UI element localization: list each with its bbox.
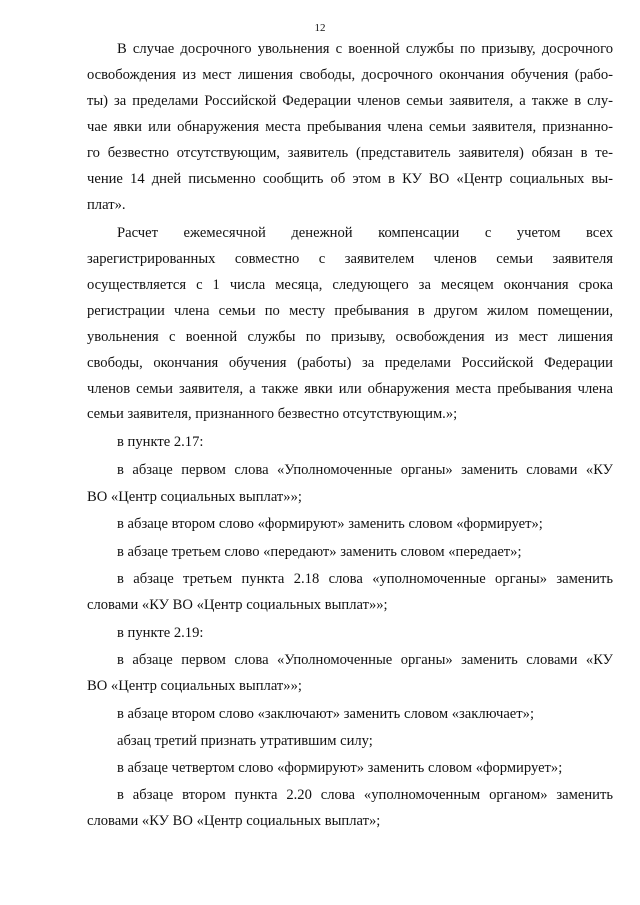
paragraph-2-line-1: Расчет ежемесячной денежной компенсации с учетом всех: [117, 225, 613, 241]
paragraph-13-line-2: словами «КУ ВО «Центр социальных выплат»;: [87, 813, 381, 829]
page-number: 12: [314, 22, 326, 34]
paragraph-9-line-2: ВО «Центр социальных выплат»»;: [87, 678, 302, 694]
paragraph-7-line-2: словами «КУ ВО «Центр социальных выплат»»;: [87, 597, 388, 613]
paragraph-4-line-2: ВО «Центр социальных выплат»»;: [87, 489, 302, 505]
paragraph-8-line-1: в пункте 2.19:: [117, 625, 204, 641]
paragraph-5-line-1: в абзаце втором слово «формируют» заменить словом «формирует»;: [117, 516, 543, 532]
paragraph-2-line-3: осуществляется с 1 числа месяца, следующего за месяцем окончания срока: [87, 277, 613, 293]
paragraph-10-line-1: в абзаце втором слово «заключают» заменить словом «заключает»;: [117, 706, 535, 722]
paragraph-13-line-1: в абзаце втором пункта 2.20 слова «уполномоченным органом» заменить: [117, 787, 613, 803]
paragraph-7-line-1: в абзаце третьем пункта 2.18 слова «уполномоченные органы» заменить: [117, 571, 613, 587]
paragraph-1-line-5: го безвестно отсутствующим, заявитель (представитель заявителя) обязан в те-: [87, 145, 613, 161]
paragraph-2-line-7: членов семьи заявителя, а также явки или обнаружения места пребывания члена: [87, 381, 613, 397]
paragraph-11-line-1: абзац третий признать утратившим силу;: [117, 733, 373, 749]
paragraph-3-line-1: в пункте 2.17:: [117, 434, 204, 450]
paragraph-2-line-2: зарегистрированных совместно с заявителем членов семьи заявителя: [87, 251, 613, 267]
paragraph-1-line-3: ты) за пределами Российской Федерации членов семьи заявителя, а также в слу-: [87, 93, 613, 109]
paragraph-2-line-5: увольнения с военной службы по призыву, освобождения из мест лишения: [87, 329, 613, 345]
paragraph-1-line-2: освобождения из мест лишения свободы, досрочного окончания обучения (рабо-: [87, 67, 613, 83]
paragraph-12-line-1: в абзаце четвертом слово «формируют» заменить словом «формирует»;: [117, 760, 563, 776]
paragraph-1-line-6: чение 14 дней письменно сообщить об этом в КУ ВО «Центр социальных вы-: [87, 171, 613, 187]
paragraph-4-line-1: в абзаце первом слова «Уполномоченные органы» заменить словами «КУ: [117, 462, 613, 478]
paragraph-2-line-4: регистрации члена семьи по месту пребывания в другом жилом помещении,: [87, 303, 613, 319]
paragraph-1-line-1: В случае досрочного увольнения с военной службы по призыву, досрочного: [117, 41, 613, 57]
paragraph-1-line-7: плат».: [87, 197, 126, 213]
paragraph-1-line-4: чае явки или обнаружения места пребывания члена семьи заявителя, признанно-: [87, 119, 613, 135]
paragraph-6-line-1: в абзаце третьем слово «передают» заменить словом «передает»;: [117, 544, 522, 560]
paragraph-2-line-6: свободы, окончания обучения (работы) за пределами Российской Федерации: [87, 355, 613, 371]
paragraph-9-line-1: в абзаце первом слова «Уполномоченные органы» заменить словами «КУ: [117, 652, 613, 668]
paragraph-2-line-8: семьи заявителя, признанного безвестно отсутствующим.»;: [87, 406, 458, 422]
